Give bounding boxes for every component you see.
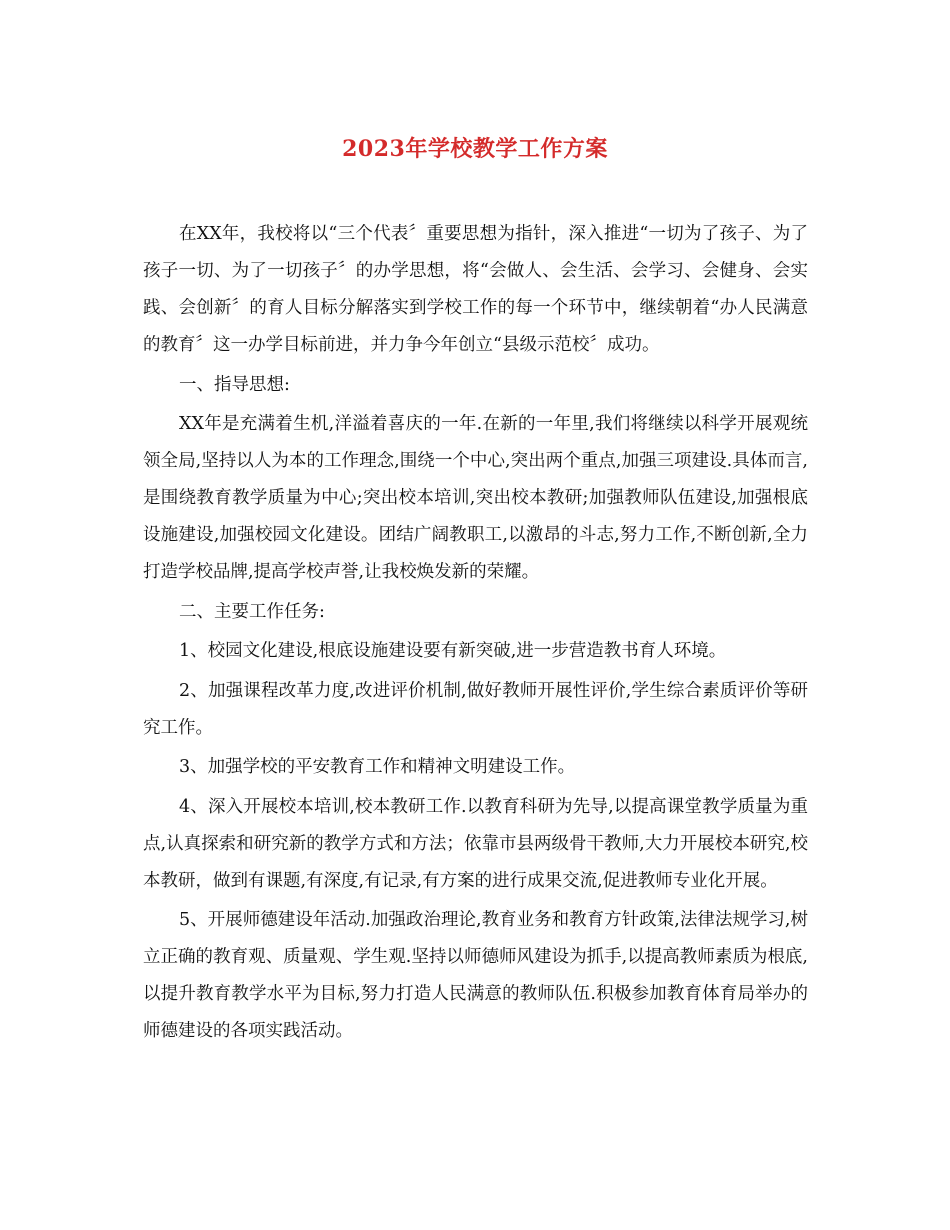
paragraph-intro: 在XX年，我校将以“三个代表〞重要思想为指针，深入推进“一切为了孩子、为了孩子一切、为了一切孩子〞的办学思想，将“会做人、会生活、会学习、会健身、会实践、会创新〞的育人目标分解落实到学校工作的每一个环节中，继续朝着“办人民满意的教育〞这一办学目标前进，并力争今年创立“县级示范校〞成功。 [143,224,808,355]
heading-guiding-ideology: 一、指导思想: [179,374,290,395]
task-item-1: 1、校园文化建设,根底设施建设要有新突破,进一步营造教书育人环境。 [179,641,727,661]
task-item-5: 5、开展师德建设年活动.加强政治理论,教育业务和教育方针政策,法律法规学习,树立正确的教育观、质量观、学生观.坚持以师德师风建设为抓手,以提高教师素质为根底,以提升教育教学水平为目标,努力打造人民满意的教师队伍.积极参加教育体育局举办的师德建设的各项实践活动。 [143,910,808,1041]
task-item-3: 3、加强学校的平安教育工作和精神文明建设工作。 [179,757,576,777]
task-item-4: 4、深入开展校本培训,校本教研工作.以教育科研为先导,以提高课堂教学质量为重点,认真探索和研究新的教学方式和方法；依靠市县两级骨干教师,大力开展校本研究,校本教研，做到有课题,有深度,有记录,有方案的进行成果交流,促进教师专业化开展。 [143,796,808,891]
heading-main-tasks: 二、主要工作任务: [179,601,325,622]
task-item-2: 2、加强课程改革力度,改进评价机制,做好教师开展性评价,学生综合素质评价等研究工作。 [143,680,808,738]
document-body [143,216,808,1053]
paragraph-guiding-ideology: XX年是充满着生机,洋溢着喜庆的一年.在新的一年里,我们将继续以科学开展观统领全局,坚持以人为本的工作理念,围绕一个中心,突出两个重点,加强三项建设.具体而言,是围绕教育教学质量为中心;突出校本培训,突出校本教研;加强教师队伍建设,加强根底设施建设,加强校园文化建设。团结广阔教职工,以激昂的斗志,努力工作,不断创新,全力打造学校品牌,提高学校声誉,让我校焕发新的荣耀。 [143,414,808,582]
document-title: 2023年学校教学工作方案 [342,136,608,162]
